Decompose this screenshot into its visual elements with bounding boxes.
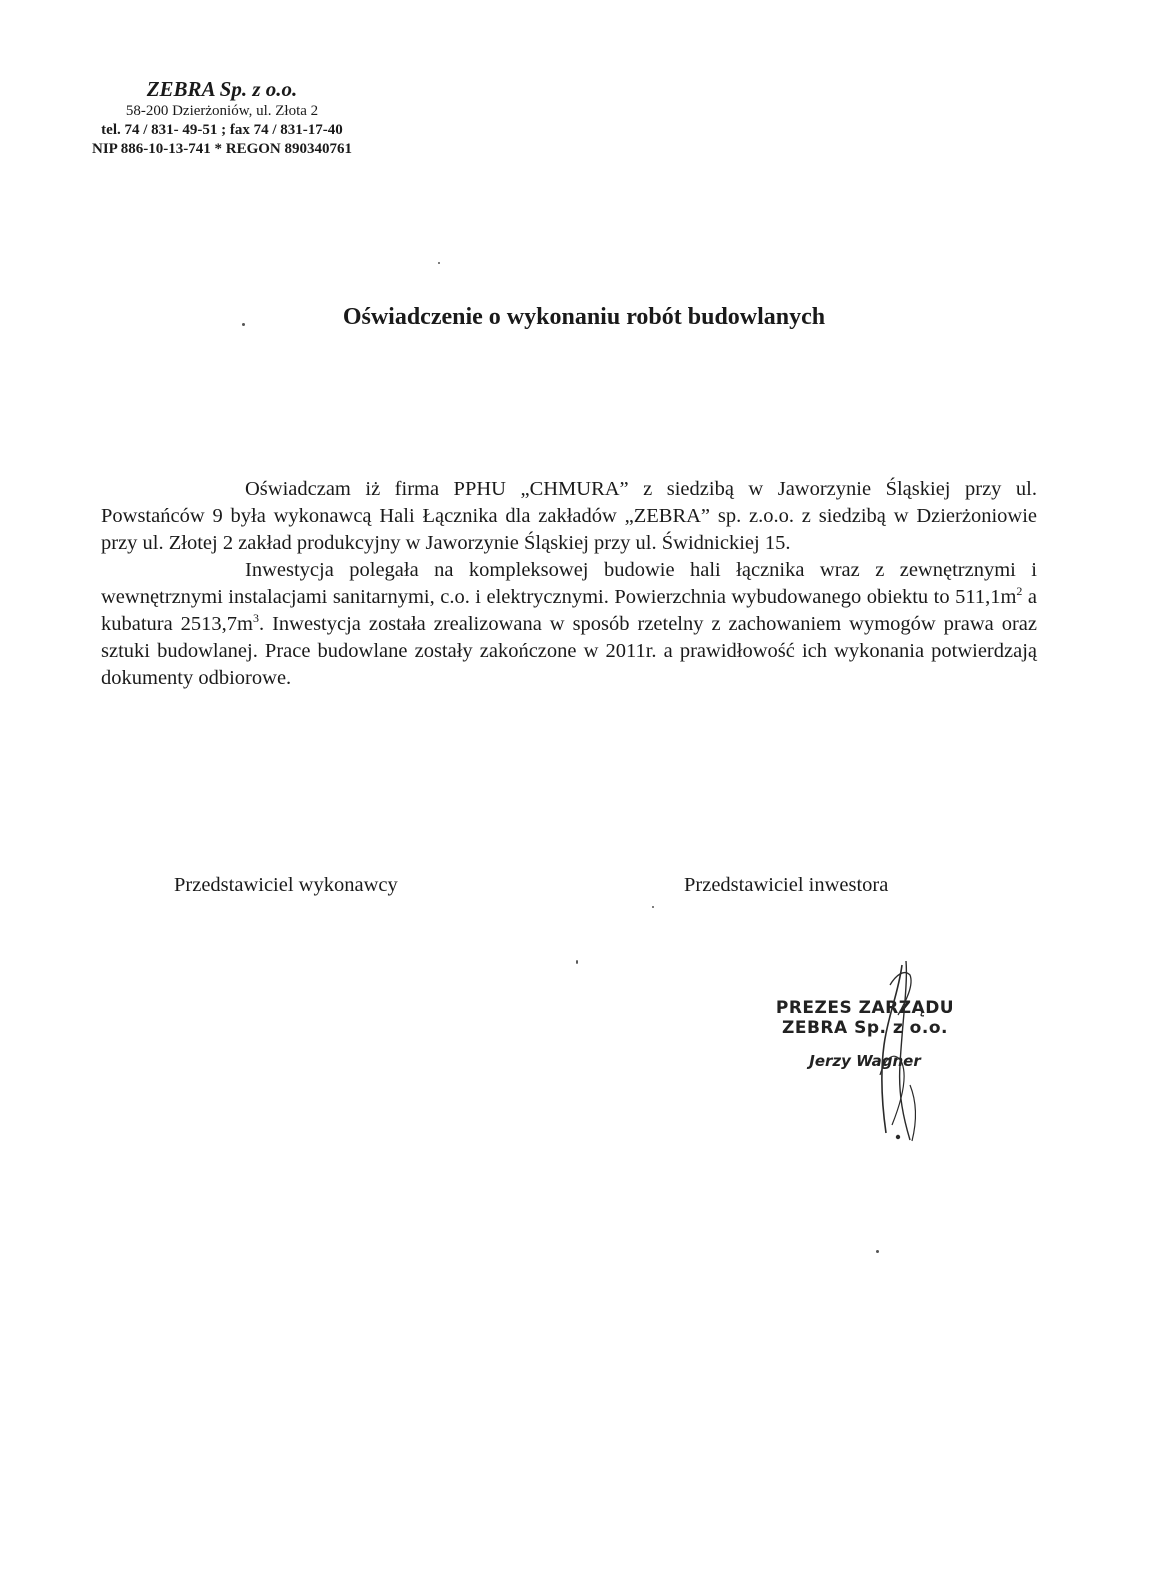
scan-speck [242,323,245,326]
stamp-person: Jerzy Wagner [809,1052,921,1070]
handwritten-signature [840,955,950,1145]
paragraph-2-part-3: . Inwestycja została zrealizowana w sposób rzetelny z zachowaniem wymogów prawa oraz sztuki budowlanej. Prace budowlane zostały zakończone w 2011r. a prawidłowość ich wykonania potwierdzają dokumenty odbiorowe. [101,613,1037,689]
company-address: 58-200 Dzierżoniów, ul. Złota 2 [125,103,319,119]
area-exponent: 2 [1016,584,1023,599]
scan-speck [652,906,654,908]
stamp-company: ZEBRA Sp. z o.o. [782,1018,948,1038]
company-ids: NIP 886-10-13-741 * REGON 890340761 [92,141,352,157]
company-name: ZEBRA Sp. z o.o. [146,77,298,101]
company-contact: tel. 74 / 831- 49-51 ; fax 74 / 831-17-40 [101,122,343,138]
investor-representative-label: Przedstawiciel inwestora [684,874,889,896]
letterhead [52,76,392,159]
paragraph-2 [101,557,1037,692]
stamp-title: PREZES ZARZĄDU [775,998,955,1018]
volume-exponent: 3 [253,611,260,626]
paragraph-1: Oświadczam iż firma PPHU „CHMURA” z siedzibą w Jaworzynie Śląskiej przy ul. Powstańców 9 była wykonawcą Hali Łącznika dla zakładów „ZEBRA” sp. z.o.o. z siedzibą w Dzierżoniowie przy ul. Złotej 2 zakład produkcyjny w Jaworzynie Śląskiej przy ul. Świdnickiej 15. [101,478,1037,554]
scan-speck [876,1250,879,1253]
scan-speck [438,262,440,264]
paragraph-2-part-1: Inwestycja polegała na kompleksowej budowie hali łącznika wraz z zewnętrznymi i wewnętrznymi instalacjami sanitarnymi, c.o. i elektrycznymi. Powierzchnia wybudowanego obiektu to 511,1m [101,559,1037,608]
document-title: Oświadczenie o wykonaniu robót budowlanych [342,304,826,330]
document-body [101,476,1037,692]
contractor-representative-label: Przedstawiciel wykonawcy [174,874,398,896]
scan-speck [576,960,578,964]
paragraph-2-part-2: a kubatura 2513,7m [101,586,1037,635]
